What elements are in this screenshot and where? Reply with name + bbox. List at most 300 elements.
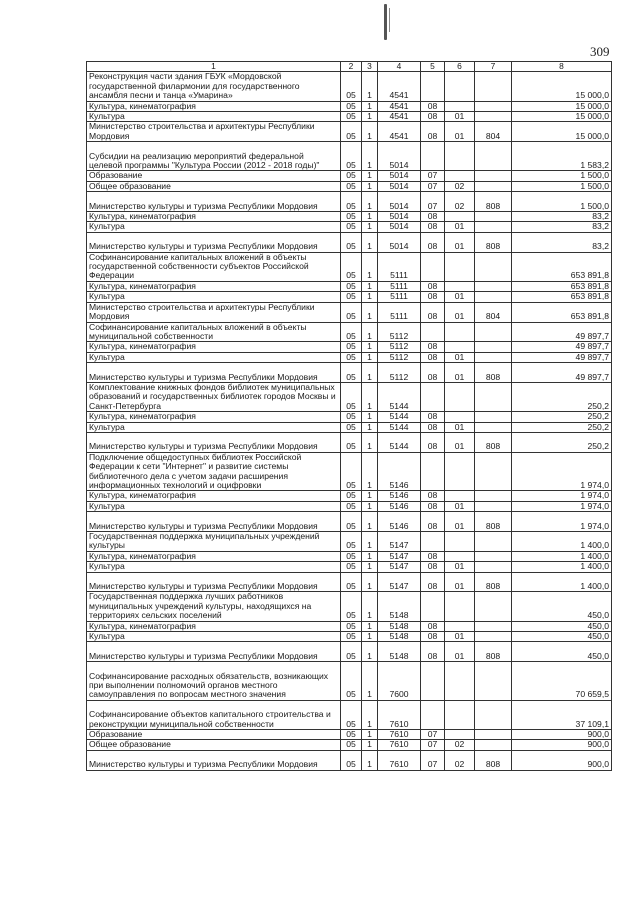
table-row <box>87 452 612 491</box>
row-code-cell: 808 <box>475 363 512 383</box>
row-code-cell: 01 <box>445 512 475 532</box>
row-code-cell: 08 <box>421 501 445 511</box>
row-code-cell <box>445 412 475 422</box>
row-name-cell: Министерство культуры и туризма Республики Мордовия <box>87 642 341 662</box>
row-code-cell <box>445 531 475 551</box>
row-code-cell <box>475 412 512 422</box>
row-code-cell: 4541 <box>378 72 421 101</box>
table-row <box>87 101 612 111</box>
row-code-cell <box>445 72 475 101</box>
header-cell: 1 <box>87 62 341 72</box>
row-code-cell: 05 <box>341 222 362 232</box>
row-code-cell: 01 <box>445 501 475 511</box>
row-name-cell: Культура <box>87 222 341 232</box>
row-code-cell: 1 <box>362 252 378 281</box>
row-code-cell <box>445 551 475 561</box>
row-code-cell: 1 <box>362 412 378 422</box>
row-amount-cell: 1 974,0 <box>512 512 612 532</box>
row-code-cell: 1 <box>362 432 378 452</box>
row-code-cell: 5112 <box>378 342 421 352</box>
row-amount-cell: 1 974,0 <box>512 452 612 491</box>
row-code-cell: 08 <box>421 551 445 561</box>
row-code-cell <box>475 422 512 432</box>
row-name-cell: Министерство строительства и архитектуры Республики Мордовия <box>87 302 341 322</box>
row-code-cell: 1 <box>362 642 378 662</box>
row-code-cell: 5147 <box>378 572 421 592</box>
row-code-cell <box>421 452 445 491</box>
table-row <box>87 432 612 452</box>
row-amount-cell: 653 891,8 <box>512 302 612 322</box>
row-code-cell: 5111 <box>378 292 421 302</box>
row-code-cell: 05 <box>341 122 362 142</box>
header-cell: 6 <box>445 62 475 72</box>
row-code-cell <box>475 112 512 122</box>
row-code-cell <box>475 352 512 362</box>
row-code-cell: 01 <box>445 352 475 362</box>
row-amount-cell: 450,0 <box>512 632 612 642</box>
row-code-cell: 05 <box>341 730 362 740</box>
row-name-cell: Культура, кинематография <box>87 342 341 352</box>
row-code-cell <box>475 501 512 511</box>
row-name-cell: Культура, кинематография <box>87 491 341 501</box>
row-code-cell: 08 <box>421 412 445 422</box>
table-row <box>87 342 612 352</box>
row-code-cell: 01 <box>445 222 475 232</box>
table-row <box>87 551 612 561</box>
table-row <box>87 491 612 501</box>
row-name-cell: Софинансирование капитальных вложений в объекты государственной собственности субъектов Российской Федерации <box>87 252 341 281</box>
row-code-cell: 1 <box>362 122 378 142</box>
row-code-cell: 5148 <box>378 621 421 631</box>
row-code-cell: 05 <box>341 252 362 281</box>
row-name-cell: Подключение общедоступных библиотек Российской Федерации к сети "Интернет" и развитие системы библиотечного дела с учетом задачи расширения информационных технологий и оцифровки <box>87 452 341 491</box>
row-amount-cell: 900,0 <box>512 750 612 770</box>
table-row <box>87 192 612 212</box>
row-name-cell: Культура, кинематография <box>87 621 341 631</box>
row-name-cell: Государственная поддержка муниципальных учреждений культуры <box>87 531 341 551</box>
row-amount-cell: 450,0 <box>512 621 612 631</box>
row-code-cell: 01 <box>445 292 475 302</box>
row-code-cell: 1 <box>362 512 378 532</box>
row-code-cell <box>475 292 512 302</box>
row-code-cell: 4541 <box>378 122 421 142</box>
row-code-cell: 05 <box>341 363 362 383</box>
row-code-cell <box>421 142 445 171</box>
row-code-cell: 1 <box>362 181 378 191</box>
row-code-cell: 1 <box>362 232 378 252</box>
row-code-cell: 1 <box>362 730 378 740</box>
row-name-cell: Образование <box>87 730 341 740</box>
row-code-cell <box>445 252 475 281</box>
row-code-cell: 804 <box>475 122 512 142</box>
row-code-cell <box>475 171 512 181</box>
page-number: 309 <box>590 44 610 59</box>
table-row <box>87 171 612 181</box>
row-code-cell: 05 <box>341 142 362 171</box>
row-code-cell: 05 <box>341 491 362 501</box>
row-name-cell: Культура, кинематография <box>87 101 341 111</box>
row-code-cell: 01 <box>445 112 475 122</box>
row-code-cell: 4541 <box>378 112 421 122</box>
row-name-cell: Министерство культуры и туризма Республики Мордовия <box>87 750 341 770</box>
row-code-cell: 05 <box>341 432 362 452</box>
row-code-cell: 05 <box>341 700 362 729</box>
row-code-cell: 01 <box>445 642 475 662</box>
row-code-cell: 5014 <box>378 222 421 232</box>
row-code-cell: 05 <box>341 181 362 191</box>
row-name-cell: Министерство культуры и туризма Республики Мордовия <box>87 512 341 532</box>
row-amount-cell: 49 897,7 <box>512 363 612 383</box>
row-code-cell: 02 <box>445 740 475 750</box>
table-row <box>87 412 612 422</box>
row-name-cell: Государственная поддержка лучших работников муниципальных учреждений культуры, находящихся на территориях сельских поселений <box>87 592 341 621</box>
row-code-cell: 05 <box>341 322 362 342</box>
row-code-cell: 1 <box>362 562 378 572</box>
table-row <box>87 562 612 572</box>
row-amount-cell: 49 897,7 <box>512 342 612 352</box>
row-code-cell <box>421 252 445 281</box>
row-name-cell: Культура <box>87 562 341 572</box>
row-code-cell <box>445 491 475 501</box>
row-code-cell: 07 <box>421 740 445 750</box>
row-code-cell: 5014 <box>378 181 421 191</box>
row-amount-cell: 1 583,2 <box>512 142 612 171</box>
row-code-cell: 08 <box>421 562 445 572</box>
table-row <box>87 281 612 291</box>
row-code-cell: 05 <box>341 281 362 291</box>
row-code-cell: 05 <box>341 422 362 432</box>
row-code-cell <box>421 531 445 551</box>
row-code-cell: 05 <box>341 352 362 362</box>
row-code-cell: 5014 <box>378 171 421 181</box>
row-code-cell: 08 <box>421 342 445 352</box>
table-row <box>87 572 612 592</box>
row-code-cell: 7610 <box>378 740 421 750</box>
header-cell: 3 <box>362 62 378 72</box>
row-code-cell: 5147 <box>378 551 421 561</box>
row-code-cell: 1 <box>362 192 378 212</box>
row-code-cell: 05 <box>341 342 362 352</box>
row-amount-cell: 15 000,0 <box>512 112 612 122</box>
row-code-cell: 05 <box>341 292 362 302</box>
row-code-cell <box>475 181 512 191</box>
table-row <box>87 322 612 342</box>
table-row <box>87 750 612 770</box>
row-code-cell: 1 <box>362 662 378 701</box>
row-amount-cell: 1 500,0 <box>512 192 612 212</box>
row-amount-cell: 49 897,7 <box>512 322 612 342</box>
row-code-cell: 1 <box>362 302 378 322</box>
row-code-cell: 5111 <box>378 252 421 281</box>
row-amount-cell: 1 500,0 <box>512 171 612 181</box>
row-code-cell: 1 <box>362 422 378 432</box>
row-code-cell: 5014 <box>378 232 421 252</box>
row-code-cell: 08 <box>421 232 445 252</box>
row-code-cell: 7610 <box>378 700 421 729</box>
row-code-cell: 08 <box>421 222 445 232</box>
row-code-cell <box>475 342 512 352</box>
row-code-cell <box>445 142 475 171</box>
row-amount-cell: 1 400,0 <box>512 531 612 551</box>
row-code-cell <box>421 592 445 621</box>
row-code-cell: 1 <box>362 212 378 222</box>
row-amount-cell: 37 109,1 <box>512 700 612 729</box>
row-code-cell <box>475 592 512 621</box>
table-row <box>87 501 612 511</box>
row-code-cell: 808 <box>475 192 512 212</box>
row-code-cell: 7600 <box>378 662 421 701</box>
table-row <box>87 292 612 302</box>
row-amount-cell: 900,0 <box>512 730 612 740</box>
row-amount-cell: 653 891,8 <box>512 292 612 302</box>
row-code-cell: 5144 <box>378 422 421 432</box>
table-row <box>87 422 612 432</box>
table-row <box>87 72 612 101</box>
row-code-cell: 5014 <box>378 192 421 212</box>
row-name-cell: Культура, кинематография <box>87 412 341 422</box>
row-code-cell: 05 <box>341 501 362 511</box>
row-name-cell: Культура, кинематография <box>87 281 341 291</box>
row-code-cell: 05 <box>341 642 362 662</box>
row-code-cell: 1 <box>362 491 378 501</box>
table-row <box>87 512 612 532</box>
row-amount-cell: 15 000,0 <box>512 122 612 142</box>
row-code-cell: 5147 <box>378 531 421 551</box>
row-code-cell: 1 <box>362 342 378 352</box>
row-code-cell: 08 <box>421 212 445 222</box>
row-code-cell: 7610 <box>378 750 421 770</box>
row-code-cell <box>475 491 512 501</box>
row-code-cell <box>445 171 475 181</box>
row-code-cell: 1 <box>362 281 378 291</box>
row-code-cell: 1 <box>362 292 378 302</box>
row-code-cell <box>475 452 512 491</box>
row-code-cell: 07 <box>421 730 445 740</box>
table-row <box>87 112 612 122</box>
row-code-cell: 5148 <box>378 592 421 621</box>
row-code-cell: 5111 <box>378 302 421 322</box>
row-code-cell <box>445 212 475 222</box>
row-code-cell: 1 <box>362 700 378 729</box>
row-code-cell <box>445 342 475 352</box>
header-cell: 5 <box>421 62 445 72</box>
row-code-cell: 05 <box>341 592 362 621</box>
row-name-cell: Культура <box>87 112 341 122</box>
row-code-cell: 5144 <box>378 382 421 411</box>
row-name-cell: Реконструкция части здания ГБУК «Мордовской государственной филармонии для государственного ансамбля песни и танца «Умарина» <box>87 72 341 101</box>
row-code-cell <box>445 101 475 111</box>
table-row <box>87 363 612 383</box>
row-name-cell: Министерство культуры и туризма Республики Мордовия <box>87 192 341 212</box>
row-code-cell: 1 <box>362 572 378 592</box>
table-row <box>87 212 612 222</box>
table-row <box>87 740 612 750</box>
row-amount-cell: 15 000,0 <box>512 72 612 101</box>
row-code-cell <box>475 222 512 232</box>
table-row <box>87 222 612 232</box>
row-amount-cell: 653 891,8 <box>512 252 612 281</box>
row-code-cell: 08 <box>421 422 445 432</box>
row-code-cell <box>475 730 512 740</box>
staple-mark <box>384 4 387 40</box>
row-amount-cell: 1 974,0 <box>512 491 612 501</box>
row-amount-cell: 1 500,0 <box>512 181 612 191</box>
row-code-cell: 05 <box>341 302 362 322</box>
row-code-cell: 5146 <box>378 501 421 511</box>
row-amount-cell: 1 400,0 <box>512 572 612 592</box>
row-code-cell <box>475 382 512 411</box>
table-row <box>87 122 612 142</box>
table-row <box>87 252 612 281</box>
row-code-cell: 5014 <box>378 142 421 171</box>
row-code-cell <box>475 72 512 101</box>
header-row <box>87 62 612 72</box>
row-code-cell: 1 <box>362 352 378 362</box>
row-amount-cell: 900,0 <box>512 740 612 750</box>
row-amount-cell: 83,2 <box>512 232 612 252</box>
row-name-cell: Культура <box>87 632 341 642</box>
table-row <box>87 382 612 411</box>
row-code-cell: 05 <box>341 412 362 422</box>
row-code-cell: 05 <box>341 192 362 212</box>
row-code-cell: 05 <box>341 171 362 181</box>
row-code-cell: 05 <box>341 750 362 770</box>
row-code-cell <box>475 562 512 572</box>
row-code-cell <box>475 281 512 291</box>
row-code-cell: 05 <box>341 551 362 561</box>
row-code-cell: 05 <box>341 531 362 551</box>
row-code-cell: 05 <box>341 512 362 532</box>
row-code-cell: 1 <box>362 171 378 181</box>
row-code-cell: 1 <box>362 363 378 383</box>
row-amount-cell: 450,0 <box>512 642 612 662</box>
row-code-cell <box>475 322 512 342</box>
row-code-cell: 1 <box>362 750 378 770</box>
table-row <box>87 662 612 701</box>
row-amount-cell: 250,2 <box>512 382 612 411</box>
row-code-cell <box>421 662 445 701</box>
row-code-cell <box>475 212 512 222</box>
row-code-cell: 808 <box>475 432 512 452</box>
header-cell: 8 <box>512 62 612 72</box>
table-row <box>87 232 612 252</box>
row-code-cell: 05 <box>341 740 362 750</box>
row-code-cell: 5148 <box>378 632 421 642</box>
row-code-cell: 01 <box>445 302 475 322</box>
row-name-cell: Культура <box>87 422 341 432</box>
row-code-cell: 5112 <box>378 322 421 342</box>
row-code-cell <box>475 700 512 729</box>
table-row <box>87 621 612 631</box>
row-code-cell: 02 <box>445 181 475 191</box>
row-code-cell: 5146 <box>378 512 421 532</box>
row-name-cell: Министерство культуры и туризма Республики Мордовия <box>87 432 341 452</box>
row-code-cell: 7610 <box>378 730 421 740</box>
row-code-cell: 5147 <box>378 562 421 572</box>
row-amount-cell: 83,2 <box>512 212 612 222</box>
row-amount-cell: 250,2 <box>512 432 612 452</box>
row-code-cell: 1 <box>362 531 378 551</box>
row-name-cell: Общее образование <box>87 740 341 750</box>
row-code-cell: 08 <box>421 112 445 122</box>
row-code-cell <box>475 531 512 551</box>
budget-table <box>86 61 612 771</box>
row-code-cell <box>445 382 475 411</box>
row-code-cell: 08 <box>421 432 445 452</box>
row-code-cell: 1 <box>362 112 378 122</box>
row-code-cell <box>421 72 445 101</box>
row-name-cell: Субсидии на реализацию мероприятий федеральной целевой программы "Культура России (2012 - 2018 годы)" <box>87 142 341 171</box>
row-code-cell: 4541 <box>378 101 421 111</box>
row-code-cell: 08 <box>421 572 445 592</box>
row-code-cell <box>421 322 445 342</box>
row-code-cell <box>475 142 512 171</box>
table-row <box>87 642 612 662</box>
row-code-cell: 5148 <box>378 642 421 662</box>
row-code-cell: 05 <box>341 632 362 642</box>
row-code-cell: 808 <box>475 642 512 662</box>
row-code-cell: 1 <box>362 382 378 411</box>
row-name-cell: Культура <box>87 352 341 362</box>
row-code-cell: 05 <box>341 212 362 222</box>
row-code-cell: 05 <box>341 452 362 491</box>
row-amount-cell: 83,2 <box>512 222 612 232</box>
row-code-cell: 08 <box>421 512 445 532</box>
row-code-cell <box>445 700 475 729</box>
row-code-cell <box>475 662 512 701</box>
row-code-cell: 1 <box>362 501 378 511</box>
table-row <box>87 700 612 729</box>
row-name-cell: Министерство строительства и архитектуры Республики Мордовия <box>87 122 341 142</box>
row-amount-cell: 250,2 <box>512 412 612 422</box>
row-code-cell: 08 <box>421 292 445 302</box>
row-amount-cell: 450,0 <box>512 592 612 621</box>
row-code-cell: 808 <box>475 572 512 592</box>
table-row <box>87 632 612 642</box>
row-amount-cell: 1 400,0 <box>512 562 612 572</box>
row-code-cell: 05 <box>341 662 362 701</box>
row-code-cell: 08 <box>421 621 445 631</box>
row-code-cell: 05 <box>341 232 362 252</box>
staple-mark-shadow <box>389 8 390 32</box>
row-code-cell: 1 <box>362 632 378 642</box>
row-code-cell <box>421 700 445 729</box>
table-row <box>87 302 612 322</box>
table-row <box>87 352 612 362</box>
row-amount-cell: 70 659,5 <box>512 662 612 701</box>
row-code-cell: 08 <box>421 642 445 662</box>
row-name-cell: Общее образование <box>87 181 341 191</box>
row-code-cell <box>475 252 512 281</box>
row-code-cell: 07 <box>421 181 445 191</box>
row-code-cell: 08 <box>421 352 445 362</box>
row-name-cell: Культура, кинематография <box>87 551 341 561</box>
table-row <box>87 142 612 171</box>
row-code-cell: 01 <box>445 122 475 142</box>
row-code-cell: 05 <box>341 112 362 122</box>
row-code-cell: 01 <box>445 232 475 252</box>
row-code-cell: 02 <box>445 750 475 770</box>
row-name-cell: Софинансирование расходных обязательств, возникающих при выполнении полномочий органов местного самоуправления по вопросам местного значения <box>87 662 341 701</box>
row-name-cell: Министерство культуры и туризма Республики Мордовия <box>87 232 341 252</box>
row-code-cell: 05 <box>341 101 362 111</box>
table-row <box>87 592 612 621</box>
row-code-cell: 5146 <box>378 491 421 501</box>
row-code-cell <box>475 101 512 111</box>
row-name-cell: Культура <box>87 501 341 511</box>
row-code-cell: 08 <box>421 302 445 322</box>
header-cell: 2 <box>341 62 362 72</box>
